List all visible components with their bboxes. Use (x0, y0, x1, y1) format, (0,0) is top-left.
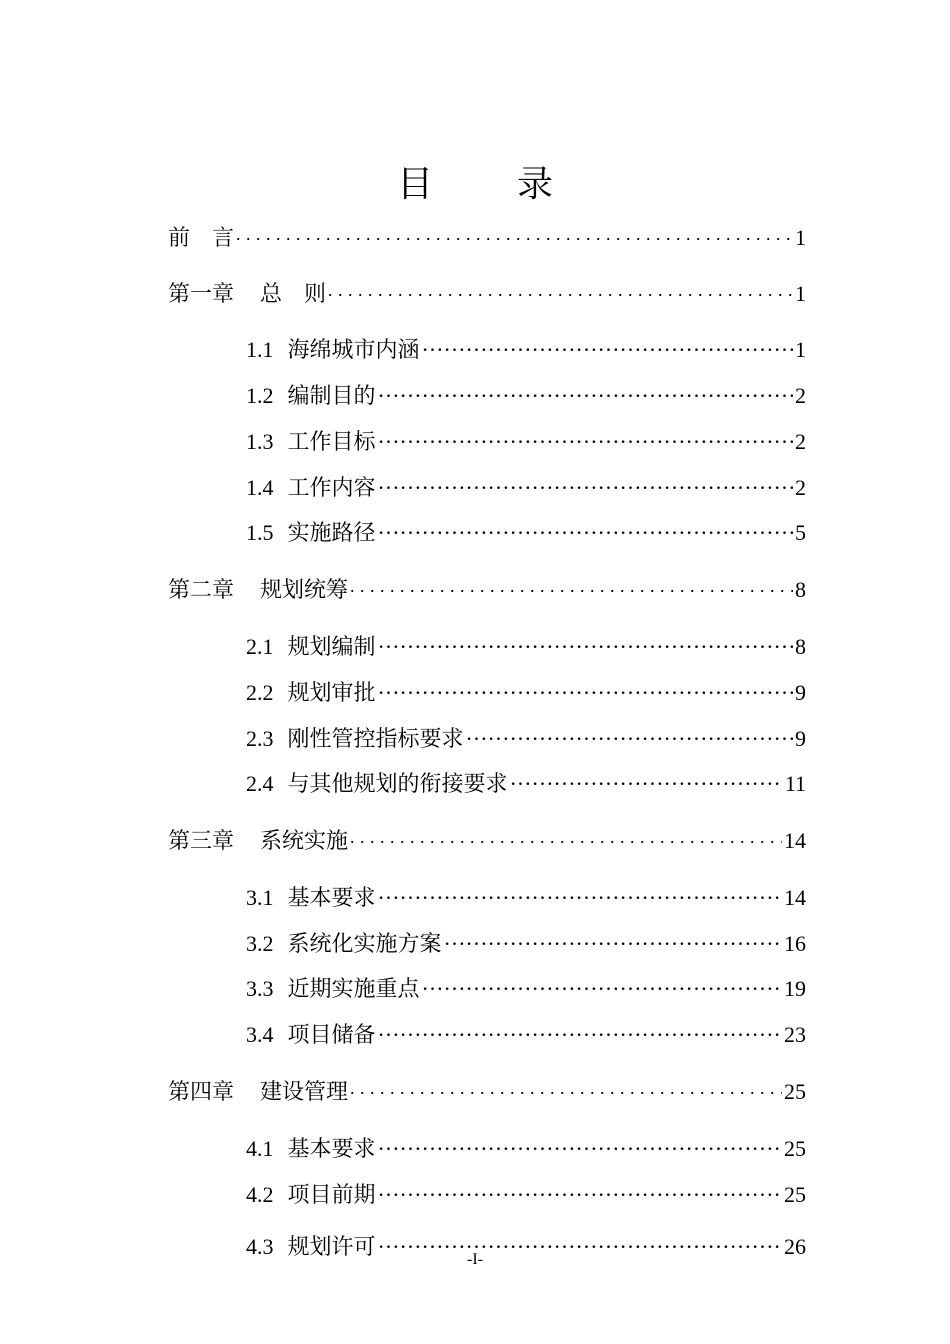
entry-title: 基本要求 (287, 886, 376, 912)
entry-page: 16 (784, 931, 806, 957)
entry-title: 总 则 (260, 282, 327, 308)
entry-page: 26 (784, 1234, 806, 1260)
entry-page: 2 (795, 383, 806, 409)
toc-entry-chapter-2[interactable] (168, 573, 806, 604)
dot-leader (378, 676, 793, 700)
toc-entry-3-3[interactable] (246, 972, 806, 1003)
entry-title: 建设管理 (260, 1080, 349, 1106)
toc-entry-chapter-1[interactable] (168, 277, 806, 308)
entry-chapter: 第二章 (168, 578, 235, 604)
entry-page: 5 (795, 520, 806, 546)
entry-title: 近期实施重点 (287, 977, 420, 1003)
toc-entry-4-1[interactable] (246, 1132, 806, 1163)
toc-entry-3-2[interactable] (246, 927, 806, 958)
dot-leader (350, 824, 782, 848)
toc-entry-2-1[interactable] (246, 630, 806, 661)
toc-entry-3-4[interactable] (246, 1018, 806, 1049)
entry-title: 实施路径 (287, 521, 376, 547)
toc-title: 目 录 (396, 164, 577, 205)
dot-leader (422, 333, 793, 357)
entry-title: 系统实施 (260, 829, 349, 855)
page-number-footer: -I- (467, 1251, 483, 1268)
toc-entry-1-1[interactable] (246, 333, 806, 364)
dot-leader (378, 471, 793, 495)
toc-entry-2-2[interactable] (246, 676, 806, 707)
dot-leader (444, 927, 782, 951)
entry-chapter: 第四章 (168, 1080, 235, 1106)
entry-title: 系统化实施方案 (287, 932, 442, 958)
dot-leader (236, 221, 793, 245)
dot-leader (510, 767, 783, 791)
entry-page: 25 (784, 1182, 806, 1208)
entry-number: 2.4 (246, 771, 274, 797)
dot-leader (378, 425, 793, 449)
entry-page: 11 (784, 771, 806, 797)
dot-leader (378, 1018, 782, 1042)
entry-page: 9 (795, 726, 806, 752)
entry-chapter: 前 言 (168, 226, 235, 252)
entry-title: 海绵城市内涵 (287, 338, 420, 364)
dot-leader (378, 1132, 782, 1156)
entry-title: 项目储备 (287, 1023, 376, 1049)
dot-leader (378, 881, 782, 905)
entry-number: 1.5 (246, 520, 274, 546)
toc-entry-2-4[interactable] (246, 767, 806, 798)
dot-leader (378, 630, 793, 654)
toc-entry-4-2[interactable] (246, 1178, 806, 1209)
entry-number: 3.2 (246, 931, 274, 957)
entry-title: 基本要求 (287, 1137, 376, 1163)
entry-title: 规划许可 (287, 1235, 376, 1261)
entry-chapter: 第一章 (168, 282, 235, 308)
entry-page: 2 (795, 429, 806, 455)
entry-page: 23 (784, 1022, 806, 1048)
entry-title: 规划编制 (287, 635, 376, 661)
toc-entry-3-1[interactable] (246, 881, 806, 912)
entry-page: 1 (795, 281, 806, 307)
entry-title: 与其他规划的衔接要求 (287, 772, 508, 798)
entry-page: 9 (795, 680, 806, 706)
entry-number: 2.3 (246, 726, 274, 752)
entry-page: 19 (784, 976, 806, 1002)
entry-number: 1.1 (246, 337, 274, 363)
dot-leader (378, 516, 793, 540)
entry-number: 2.1 (246, 634, 274, 660)
toc-entry-1-5[interactable] (246, 516, 806, 547)
toc-entry-chapter-4[interactable] (168, 1075, 806, 1106)
entry-title: 工作内容 (287, 476, 376, 502)
entry-page: 25 (784, 1079, 806, 1105)
entry-page: 2 (795, 475, 806, 501)
dot-leader (350, 573, 793, 597)
entry-title: 编制目的 (287, 384, 376, 410)
entry-page: 14 (784, 885, 806, 911)
entry-page: 1 (795, 337, 806, 363)
toc-entry-1-4[interactable] (246, 471, 806, 502)
toc-entry-1-2[interactable] (246, 379, 806, 410)
entry-page: 8 (795, 577, 806, 603)
dot-leader (328, 277, 793, 301)
entry-number: 1.4 (246, 475, 274, 501)
dot-leader (422, 972, 782, 996)
entry-title: 工作目标 (287, 430, 376, 456)
dot-leader (466, 722, 793, 746)
entry-number: 4.2 (246, 1182, 274, 1208)
dot-leader (378, 379, 793, 403)
toc-entry-1-3[interactable] (246, 425, 806, 456)
entry-page: 14 (784, 828, 806, 854)
entry-number: 3.3 (246, 976, 274, 1002)
toc-entry-preface[interactable] (168, 221, 806, 252)
entry-title: 规划统筹 (260, 578, 349, 604)
entry-chapter: 第三章 (168, 829, 235, 855)
entry-number: 3.4 (246, 1022, 274, 1048)
entry-number: 4.1 (246, 1136, 274, 1162)
entry-title: 规划审批 (287, 681, 376, 707)
entry-number: 4.3 (246, 1234, 274, 1260)
entry-title: 刚性管控指标要求 (287, 727, 464, 753)
entry-number: 3.1 (246, 885, 274, 911)
dot-leader (378, 1178, 782, 1202)
dot-leader (350, 1075, 782, 1099)
entry-page: 8 (795, 634, 806, 660)
entry-page: 25 (784, 1136, 806, 1162)
toc-entry-2-3[interactable] (246, 722, 806, 753)
entry-number: 1.2 (246, 383, 274, 409)
toc-entry-chapter-3[interactable] (168, 824, 806, 855)
entry-number: 1.3 (246, 429, 274, 455)
entry-title: 项目前期 (287, 1183, 376, 1209)
entry-number: 2.2 (246, 680, 274, 706)
entry-page: 1 (795, 225, 806, 251)
